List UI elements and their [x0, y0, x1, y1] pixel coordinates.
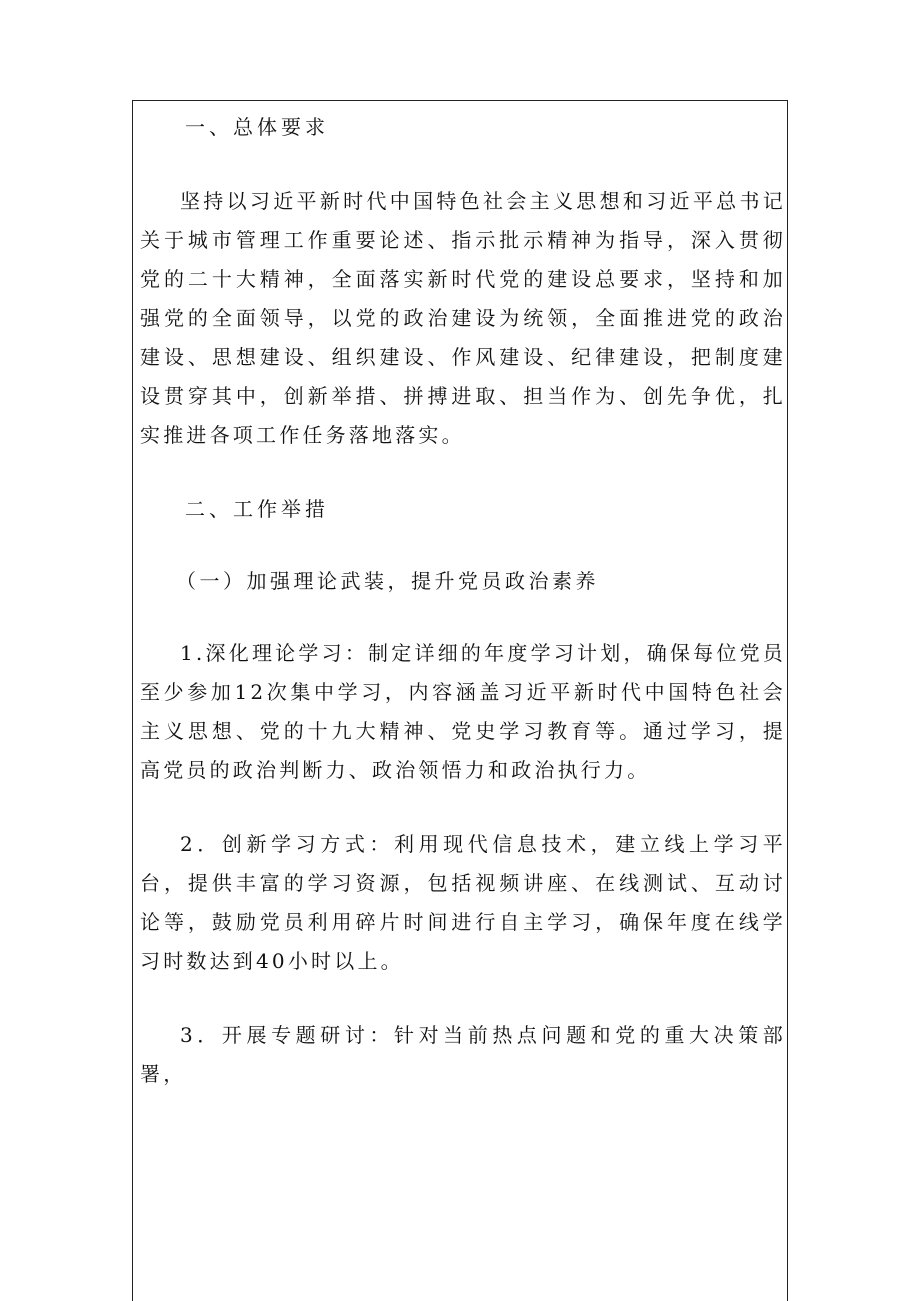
measure-item-3: 3．开展专题研讨：针对当前热点问题和党的重大决策部署， — [140, 1023, 786, 1086]
sub-heading-theory: （一）加强理论武装，提升党员政治素养 — [176, 569, 599, 593]
section-heading-overall-requirements: 一、总体要求 — [185, 115, 329, 139]
overall-requirements-paragraph: 坚持以习近平新时代中国特色社会主义思想和习近平总书记关于城市管理工作重要论述、指示批示精神为指导，深入贯彻党的二十大精神，全面落实新时代党的建设总要求，坚持和加强党的全面领导，以党的政治建设为统领，全面推进党的政治建设、思想建设、组织建设、作风建设、纪律建设，把制度建设贯穿其中，创新举措、拼搏进取、担当作为、创先争优，扎实推进各项工作任务落地落实。 — [140, 189, 786, 447]
section-heading-work-measures: 二、工作举措 — [185, 497, 329, 521]
measure-item-2: 2．创新学习方式：利用现代信息技术，建立线上学习平台，提供丰富的学习资源，包括视频讲座、在线测试、互动讨论等，鼓励党员利用碎片时间进行自主学习，确保年度在线学习时数达到40小时以上。 — [140, 832, 786, 973]
measure-item-1: 1.深化理论学习：制定详细的年度学习计划，确保每位党员至少参加12次集中学习，内容涵盖习近平新时代中国特色社会主义思想、党的十九大精神、党史学习教育等。通过学习，提高党员的政治判断力、政治领悟力和政治执行力。 — [140, 641, 786, 782]
document-body — [140, 108, 786, 1094]
